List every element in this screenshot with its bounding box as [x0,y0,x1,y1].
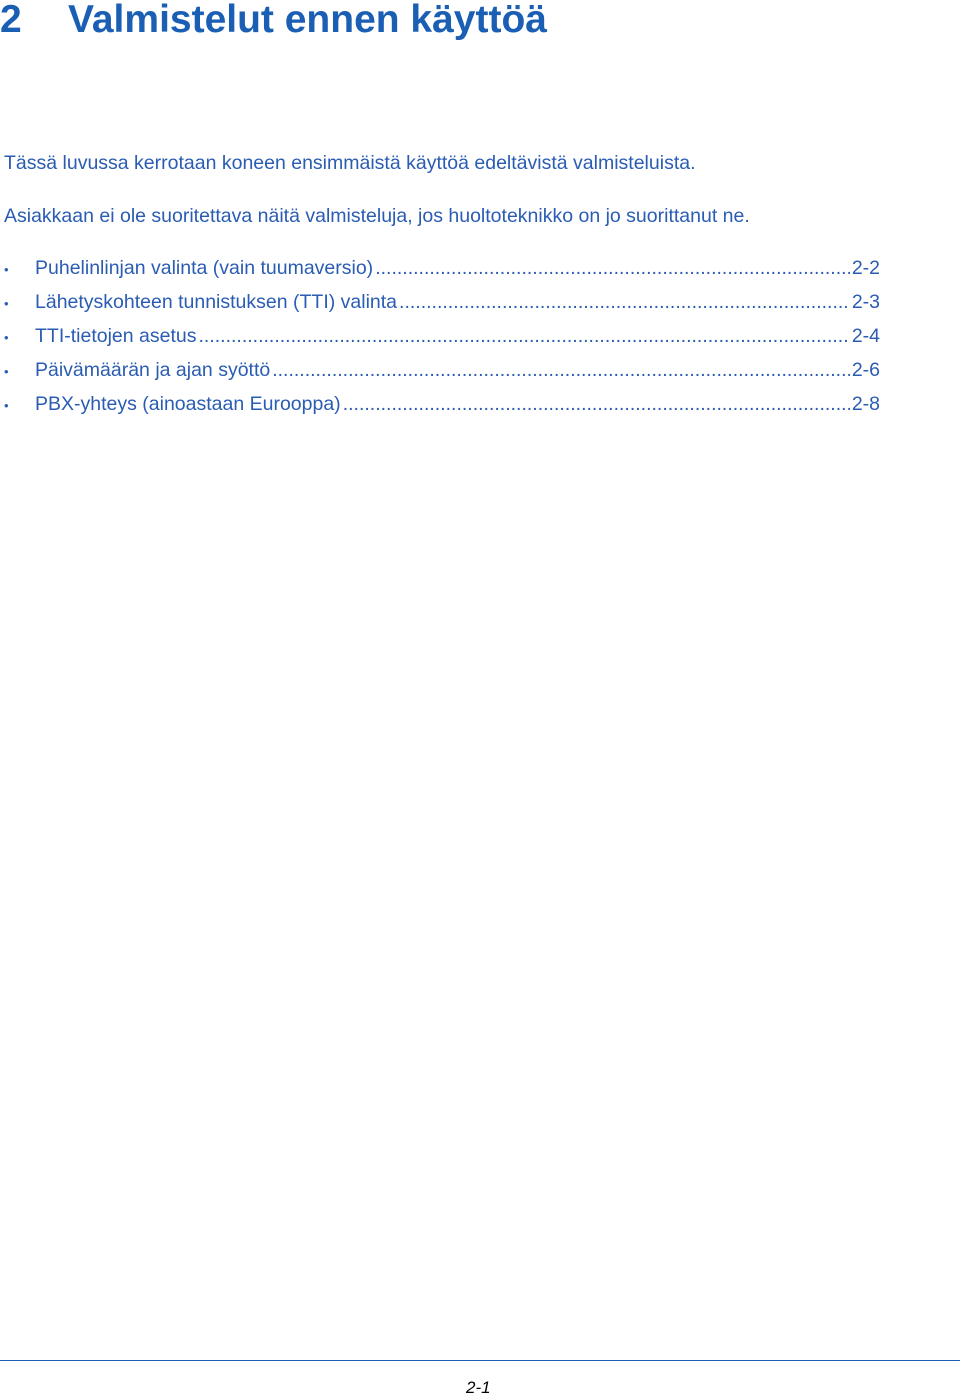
dot-leader [375,256,850,280]
intro-paragraph-1: Tässä luvussa kerrotaan koneen ensimmäistä käyttöä edeltävistä valmisteluista. [4,152,696,174]
page-number: 2-1 [466,1378,491,1397]
toc-item-page: 2-3 [851,291,880,313]
dot-leader [198,324,849,348]
bullet-icon: • [4,364,9,379]
toc-item-label: Puhelinlinjan valinta (vain tuumaversio) [35,257,374,279]
toc-item-page: 2-6 [851,359,880,381]
toc-item-paivamaaran-syotto[interactable] [0,358,880,392]
bullet-icon: • [4,330,9,345]
toc-item-tti-valinta[interactable] [0,290,880,324]
chapter-number: 2 [0,0,22,41]
footer-divider [0,1360,960,1361]
bullet-icon: • [4,398,9,413]
toc-item-page: 2-8 [851,393,880,415]
toc-item-label: PBX-yhteys (ainoastaan Eurooppa) [35,393,341,415]
dot-leader [399,290,850,314]
bullet-icon: • [4,262,9,277]
dot-leader [343,392,850,416]
toc-item-label: Päivämäärän ja ajan syöttö [35,359,271,381]
chapter-title [0,0,547,44]
dot-leader [272,358,850,382]
toc-item-tti-tietojen-asetus[interactable] [0,324,880,358]
toc-item-pbx-yhteys[interactable] [0,392,880,426]
toc-item-puhelinlinjan-valinta[interactable] [0,256,880,290]
table-of-contents [0,256,880,426]
intro-paragraph-2: Asiakkaan ei ole suoritettava näitä valmisteluja, jos huoltoteknikko on jo suorittanut ne. [4,205,750,227]
toc-item-label: Lähetyskohteen tunnistuksen (TTI) valinta [35,291,398,313]
toc-item-label: TTI-tietojen asetus [35,325,197,347]
toc-item-page: 2-2 [851,257,880,279]
bullet-icon: • [4,296,9,311]
chapter-title-text: Valmistelut ennen käyttöä [68,0,547,41]
toc-item-page: 2-4 [851,325,880,347]
